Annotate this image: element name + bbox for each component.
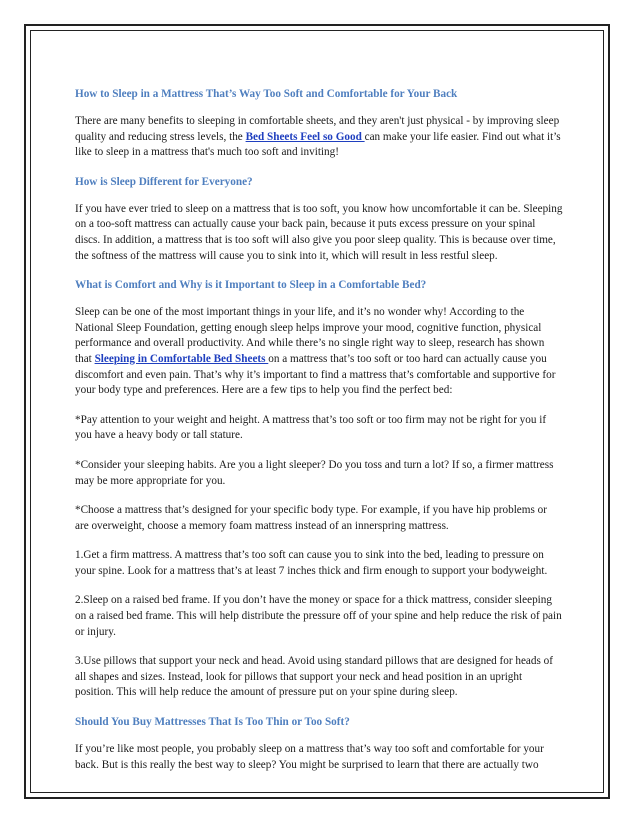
text: There are many benefits to sleeping in comfortable sheets, and they aren't just physical - by improving sleep quality and reducing stress levels, the xyxy=(75,115,560,143)
document-body xyxy=(75,87,563,787)
heading-soft-mattress: How to Sleep in a Mattress That’s Way Too Soft and Comfortable for Your Back xyxy=(75,88,458,100)
paragraph: If you’re like most people, you probably sleep on a mattress that’s way too soft and comfortable for your back. But is this really the best way to sleep? You might be surprised to learn that there are actually two xyxy=(75,743,544,771)
paragraph: *Consider your sleeping habits. Are you a light sleeper? Do you toss and turn a lot? If so, a firmer mattress may be more appropriate for you. xyxy=(75,458,554,487)
heading-sleep-different: How is Sleep Different for Everyone? xyxy=(75,175,253,188)
heading-what-is-comfort: What is Comfort and Why is it Important to Sleep in a Comfortable Bed? xyxy=(75,279,427,292)
bed-sheets-link[interactable]: Bed Sheets Feel so Good xyxy=(245,130,365,143)
text: can make your life easier. Find out what it’s like to sleep in a mattress that's much too soft and inviting! xyxy=(75,130,561,159)
paragraph: *Pay attention to your weight and height. A mattress that’s too soft or too firm may not be right for you if you have a heavy body or tall stature. xyxy=(75,413,547,442)
heading-buy-mattresses: Should You Buy Mattresses That Is Too Thin or Too Soft? xyxy=(75,716,350,729)
text: on a mattress that’s too soft or too hard can actually cause you discomfort and even pain. That’s why it’s important to find a mattress that’s comfortable and supportive for your body type and preferences. Here are a few tips to help you find the perfect bed: xyxy=(75,352,556,397)
text: Sleep can be one of the most important things in your life, and it’s no wonder why! According to the National Sleep Foundation, getting enough sleep helps improve your mood, cognitive function, physical performance and overall productivity. And while there’s no single right way to sleep, research has shown that xyxy=(75,306,545,365)
comfortable-bed-sheets-link[interactable]: Sleeping in Comfortable Bed Sheets xyxy=(94,352,269,365)
paragraph: 2.Sleep on a raised bed frame. If you don’t have the money or space for a thick mattress, consider sleeping on a raised bed frame. This will help distribute the pressure off of your spine and help reduce the risk of pain or injury. xyxy=(75,594,562,638)
paragraph: 3.Use pillows that support your neck and head. Avoid using standard pillows that are designed for heads of all shapes and sizes. Instead, look for pillows that support your neck and head position in an upright position. This will help reduce the amount of pressure put on your spine during sleep. xyxy=(75,655,553,699)
paragraph: If you have ever tried to sleep on a mattress that is too soft, you know how uncomfortable it can be. Sleeping on a too-soft mattress can actually cause your back pain, because it puts excess pressure on your spinal discs. In addition, a mattress that is too soft will also give you poor sleep quality. This is because over time, the softness of the mattress will cause you to sink into it, which will result in less restful sleep. xyxy=(75,202,563,262)
paragraph: 1.Get a firm mattress. A mattress that’s too soft can cause you to sink into the bed, leading to pressure on your spine. Look for a mattress that’s at least 7 inches thick and firm enough to support your bodyweight. xyxy=(75,549,548,577)
intro-paragraph xyxy=(75,114,563,161)
paragraph: *Choose a mattress that’s designed for your specific body type. For example, if you have hip problems or are overweight, choose a memory foam mattress instead of an innerspring mattress. xyxy=(75,504,547,532)
paragraph xyxy=(75,305,563,399)
